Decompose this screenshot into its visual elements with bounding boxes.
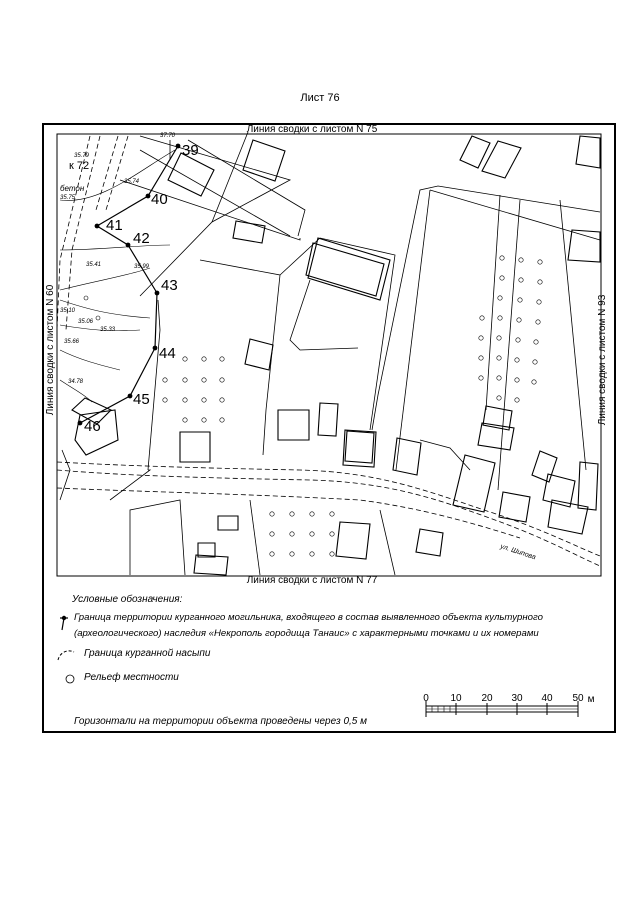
mound-markers [84,256,542,556]
building [548,500,588,534]
legend-symbols [58,616,74,683]
boundary-point-42 [126,243,131,248]
elevation-mark: 35.99 [134,264,150,270]
building [168,153,214,196]
contour-note: Горизонтали на территории объекта проведены через 0,5 м [74,716,368,727]
building [218,516,238,530]
point-label-45: 45 [133,391,150,408]
boundary-point-39 [176,144,181,149]
point-label-40: 40 [151,191,168,208]
elevation-mark: 35.41 [86,262,102,268]
building [336,522,370,559]
well-label: к 72 [69,160,90,172]
legend-item-mound: Граница курганной насыпи [84,648,211,659]
building [194,555,228,575]
building [576,136,600,168]
building [278,410,309,440]
surface-label: бетон [60,184,85,193]
boundary-point-46 [78,421,83,426]
building [578,462,598,510]
point-label-44: 44 [159,345,176,362]
scale-unit: м [587,694,595,705]
elevation-mark: 35.75 [60,195,76,201]
building [460,136,490,168]
sheet-title: Лист 76 [300,92,340,104]
elevation-mark: 35.66 [64,339,80,345]
building [393,438,421,475]
matchline-bottom: Линия сводки с листом N 77 [246,575,378,586]
scale-tick: 20 [481,693,493,704]
elevation-mark: 35.79 [74,153,90,159]
legend-item-relief: Рельеф местности [84,672,179,683]
building [483,406,512,430]
building [532,451,557,482]
legend-item-boundary-line1: Граница территории курганного могильника, входящего в состав выявленного объекта культурного [74,612,543,623]
point-label-43: 43 [161,277,178,294]
scale-tick: 50 [572,693,584,704]
scale-bar [426,701,578,717]
elevation-mark: 35.10 [60,308,76,314]
relief-symbol [66,675,74,683]
building [499,492,530,522]
building [245,339,273,370]
elevation-mark: 34.78 [68,379,84,385]
sheet-frame [43,124,615,732]
matchline-left: Линия сводки с листом N 60 [45,284,56,416]
mound-boundary-symbol [58,651,74,660]
parcel-lines [60,132,600,575]
building [180,432,210,462]
elevation-mark: 37.70 [160,133,176,139]
building [453,455,495,512]
scale-tick: 0 [423,693,429,704]
elevation-mark: 35.74 [124,179,140,185]
point-label-41: 41 [106,217,123,234]
street-label: ул. Шипова [499,543,537,562]
scale-labels [423,693,594,705]
roads [57,136,600,566]
building [233,221,265,243]
boundary-point-45 [128,394,133,399]
scale-tick: 40 [541,693,553,704]
boundary-point-44 [153,346,158,351]
point-label-42: 42 [133,230,150,247]
matchline-right: Линия сводки с листом N 93 [597,294,608,426]
boundary-point-41 [95,224,100,229]
matchline-top: Линия сводки с листом N 75 [246,124,378,135]
building [243,140,285,181]
elevation-mark: 35.33 [100,327,116,333]
building [318,403,338,436]
legend-title: Условные обозначения: [72,594,183,605]
elevation-mark: 35.06 [78,319,94,325]
scale-tick: 30 [511,693,523,704]
building [416,529,443,556]
point-label-46: 46 [84,418,101,435]
building [345,431,374,463]
boundary-point-43 [155,291,160,296]
legend-item-boundary-line2: (археологического) наследия «Некрополь городища Танаис» с характерными точками и их номерами [74,628,539,639]
building [306,243,384,296]
boundary-point-40 [146,194,151,199]
map-frame [57,134,601,576]
building [568,230,600,262]
scale-tick: 10 [450,693,462,704]
point-label-39: 39 [182,142,199,159]
building [543,474,575,507]
